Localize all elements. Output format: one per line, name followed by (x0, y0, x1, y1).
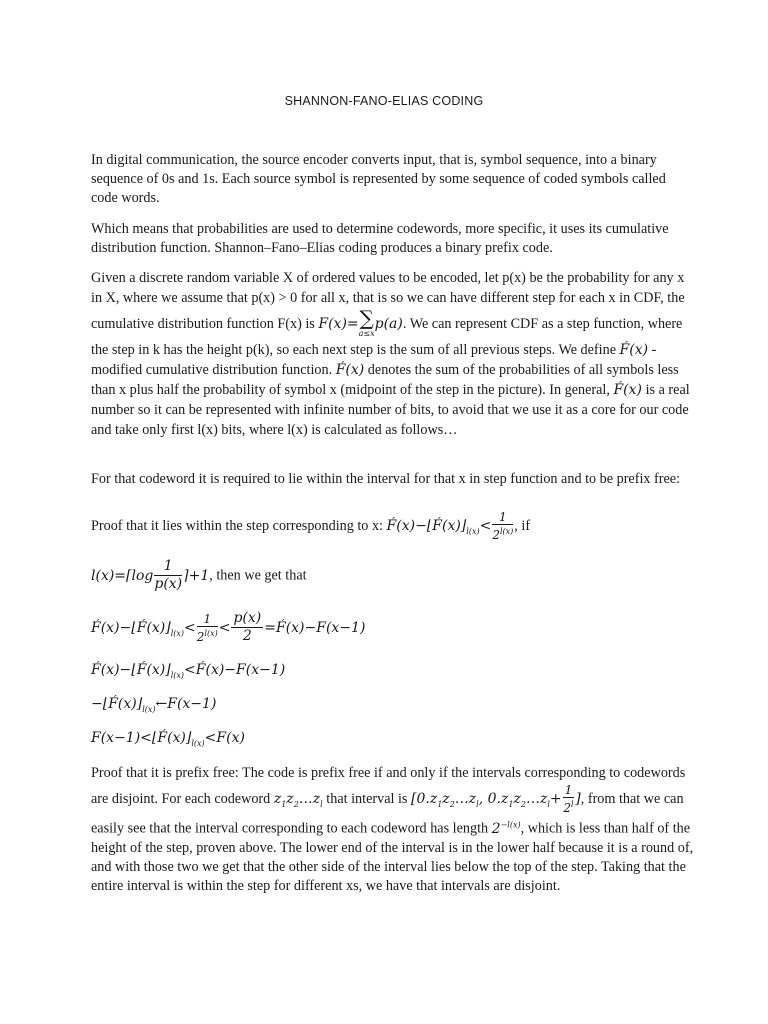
codeword-formula: $z_1z_2\dots z_l$ (273, 791, 323, 809)
proof-step-line: Proof that it lies within the step corresponding to x: $F́(x)-⌊F́(x)⌋_{l(x)}<$ $\frac{1}{2^{l(x)}}$ , if (91, 510, 531, 542)
derivation-line-4: $F(x-1)<⌊F́(x)⌋_{l(x)}<F(x)$ (91, 730, 245, 748)
page-title: SHANNON-FANO-ELIAS CODING (284, 94, 484, 108)
cdf-formula: F(x)= ∑ a≤x p(a) (318, 306, 403, 338)
paragraph-prefix-free: Proof that it is prefix free: The code is prefix free if and only if the intervals corresponding to codewords are disjoint. For each codeword $z_1z_2\dots z_l$ that interval is [$0.z_1z_2\dots z_l$, $0.z_1z_2\dots z_l+$ $\frac{1}{2^l}$ ], from that we can easily see that the interval corresponding to each codeword has length $2^{-l(x)}$, which is less than half of the height of the step, proven above. The lower end of the interval is in the lower half because it is a round of, and with those two we get that the other side of the interval lies below the top of the step. Taking that the entire interval is within the step for different xs, we have that intervals are disjoint. (91, 765, 694, 894)
interval-length-formula: $2^{-l(x)}$ (491, 820, 521, 837)
paragraph-intro: In digital communication, the source encoder converts input, that is, symbol sequence, into a binary sequence of 0s and 1s. Each source symbol is represented by some sequence of coded symbols called code words. (91, 152, 666, 206)
paragraph-requirements: For that codeword it is required to lie within the interval for that x in step function and to be prefix free: (91, 471, 681, 487)
length-formula-line: l(x)=⌈log $\frac{1}{p(x)}$ ⌉+1, then we get that (91, 558, 307, 592)
proof-step-formula: $F́(x)-⌊F́(x)⌋_{l(x)}<$ $\frac{1}{2^{l(x)}}$ (386, 510, 514, 542)
paragraph-probabilities: Which means that probabilities are used to determine codewords, more specific, it uses its cumulative distribution function. Shannon–Fano–Elias coding produces a binary prefix code. (91, 221, 669, 256)
length-formula: l(x)=⌈log $\frac{1}{p(x)}$ ⌉+1 (91, 558, 210, 592)
derivation-line-1: $F́(x)-⌊F́(x)⌋_{l(x)}<$ $\frac{1}{2^{l(x)}}$ < $\frac{p(x)}{2}$ =F́(x)−F(x−1) (91, 610, 366, 644)
modified-cdf-symbol: F́(x) (619, 342, 649, 358)
derivation-line-3: $-⌊F́(x)⌋_{l(x)}\leftarrow F(x-1)$ (91, 696, 217, 714)
derivation-line-2: $F́(x)-⌊F́(x)⌋_{l(x)}<F́(x)-F(x-1)$ (91, 662, 286, 680)
paragraph-cdf: Given a discrete random variable X of ordered values to be encoded, let p(x) be the probability for any x in X, where we assume that p(x) > 0 for all x, that is so we can have different step for each x in CDF, the cumulative distribution function F(x) is F(x)= ∑ a≤x p(a). We can represent CDF as a step function, where the step in k has the height p(k), so each next step is the sum of all previous steps. We define F́(x) - modified cumulative distribution function. F́(x) denotes the sum of the probabilities of all symbols less than x plus half the probability of symbol x (midpoint of the step in the picture). In general, F́(x) is a real number so it can be represented with infinite number of bits, to avoid that we use it as a core for our code and take only first l(x) bits, where l(x) is calculated as follows… (91, 270, 690, 438)
interval-formula: [$0.z_1z_2\dots z_l$, $0.z_1z_2\dots z_l+$ $\frac{1}{2^l}$ ] (411, 783, 581, 815)
